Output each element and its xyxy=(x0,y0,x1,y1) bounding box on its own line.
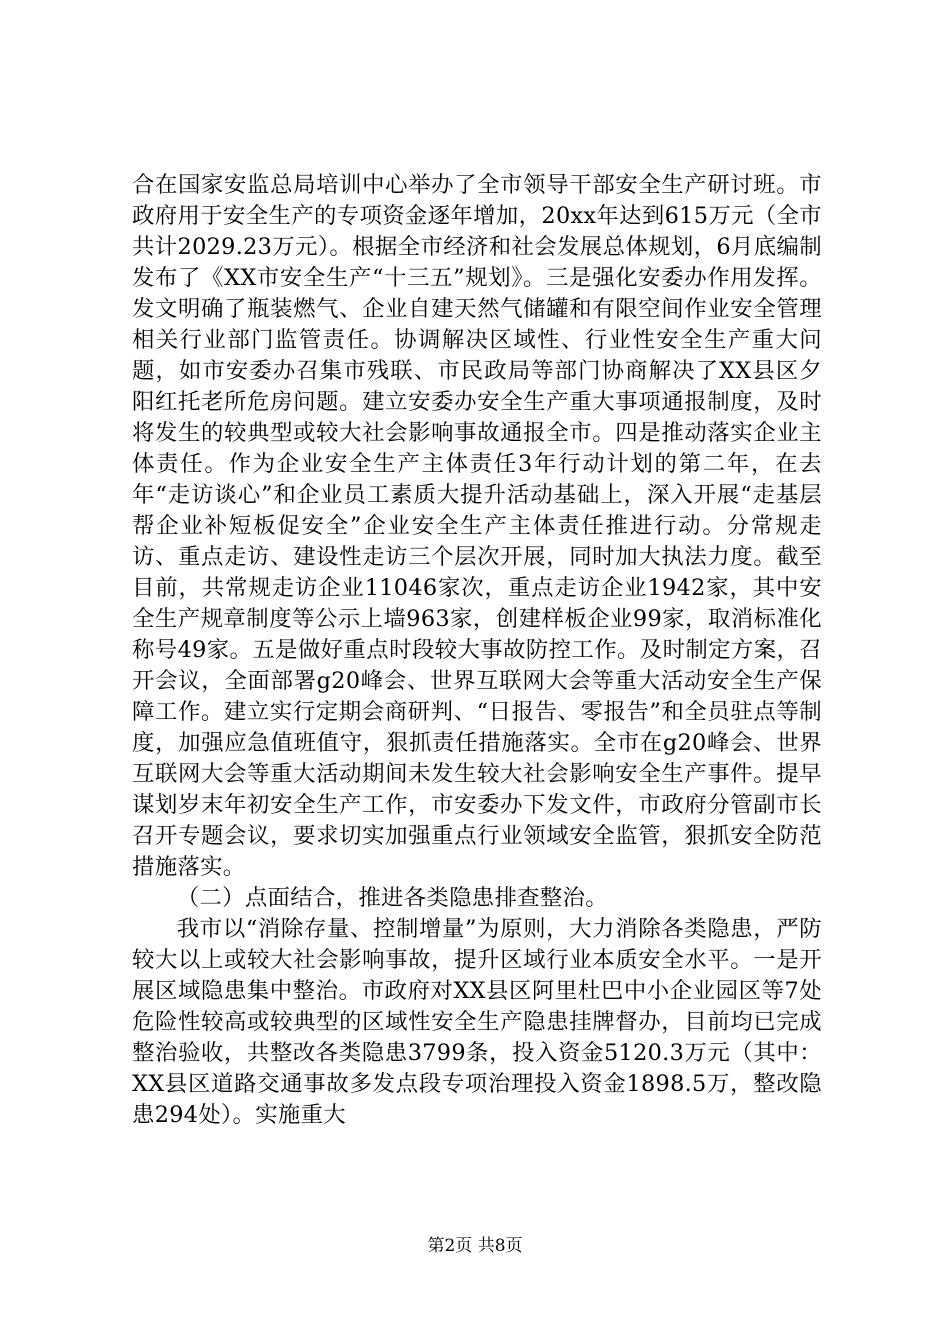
page-footer: 第2页 共8页 xyxy=(427,1236,523,1256)
paragraph-1: 合在国家安监总局培训中心举办了全市领导干部安全生产研讨班。市政府用于安全生产的专项资金逐年增加，20xx年达到615万元（全市共计2029.23万元）。根据全市经济和社会发展总体规划，6月底编制发布了《XX市安全生产“十三五”规划》。三是强化安委办作用发挥。发文明确了瓶装燃气、企业自建天然气储罐和有限空间作业安全管理相关行业部门监管责任。协调解决区域性、行业性安全生产重大问题，如市安委办召集市残联、市民政局等部门协商解决了XX县区夕阳红托老所危房问题。建立安委办安全生产重大事项通报制度，及时将发生的较典型或较大社会影响事故通报全市。四是推动落实企业主体责任。作为企业安全生产主体责任3年行动计划的第二年，在去年“走访谈心”和企业员工素质大提升活动基础上，深入开展“走基层帮企业补短板促安全”企业安全生产主体责任推进行动。分常规走访、重点走访、建设性走访三个层次开展，同时加大执法力度。截至目前，共常规走访企业11046家次，重点走访企业1942家，其中安全生产规章制度等公示上墙963家，创建样板企业99家，取消标准化称号49家。五是做好重点时段较大事故防控工作。及时制定方案，召开会议，全面部署g20峰会、世界互联网大会等重大活动安全生产保障工作。建立实行定期会商研判、“日报告、零报告”和全员驻点等制度，加强应急值班值守，狠抓责任措施落实。全市在g20峰会、世界互联网大会等重大活动期间未发生较大社会影响安全生产事件。提早谋划岁末年初安全生产工作，市安委办下发文件，市政府分管副市长召开专题会议，要求切实加强重点行业领域安全监管，狠抓安全防范措施落实。 xyxy=(132,172,822,880)
document-body xyxy=(132,170,822,1131)
paragraph-2-section-heading: （二）点面结合，推进各类隐患排查整治。 xyxy=(176,885,608,911)
paragraph-3: 我市以“消除存量、控制增量”为原则，大力消除各类隐患，严防较大以上或较大社会影响事故，提升区域行业本质安全水平。一是开展区域隐患集中整治。市政府对XX县区阿里杜巴中小企业园区等7处危险性较高或较典型的区域性安全生产隐患挂牌督办，目前均已完成整治验收，共整改各类隐患3799条，投入资金5120.3万元（其中：XX县区道路交通事故多发点段专项治理投入资金1898.5万，整改隐患294处）。实施重大 xyxy=(132,916,822,1128)
